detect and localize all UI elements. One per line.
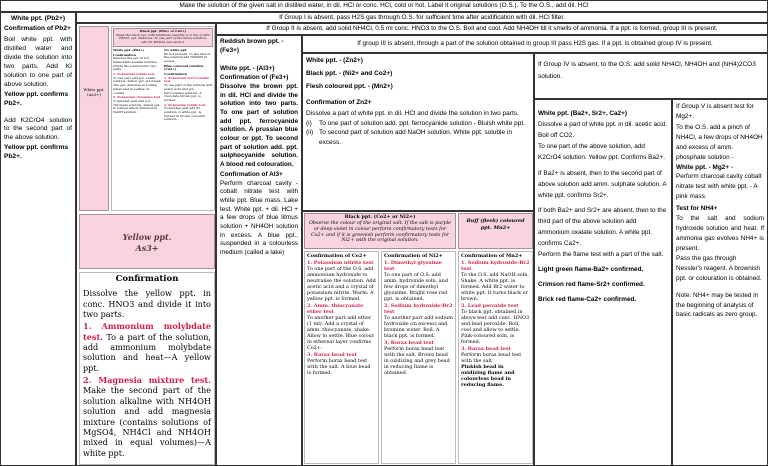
- group1-column: [0, 12, 76, 466]
- group1-yellow-1: Yellow ppt. confirms Pb2+.: [4, 90, 69, 107]
- group5-column: [534, 99, 672, 466]
- group4-confirmation-zn: Confirmation of Zn2+: [306, 98, 372, 106]
- group5-white-ppt: White ppt. (Ba2+, Sr2+, Ca2+): [538, 110, 627, 117]
- group1-confirmation-label: Confirmation of Pb2+: [4, 24, 71, 32]
- group5-flame-ca: Brick red flame-Ca2+ confirmed.: [538, 296, 637, 304]
- group4-ni-column: Confirmation of Ni2+ 1. Dimethyl glyoxime test To one part of O.S. add amm. hydroxide soln. and few drops of dimethyl glyoxime. Bright rose red ppt. is obtained. 2. Sodium hydroxide-Br2 test To another part add sodium hydroxide (in excess) and bromine water. Boil. A black ppt. is formed. 3. Borax bead test Perform borax bead test with the salt. Brown bead in oxidizing and grey bead in reducing flame is obtained.: [381, 251, 456, 464]
- group2-instruction-bar: [76, 12, 768, 23]
- group5-flame-sr: Crimson red flame-Sr2+ confirmed.: [538, 281, 645, 289]
- group4-ni-co: Black ppt. - (Ni2+ and Co2+): [306, 70, 393, 78]
- group6-note: Note: NH4+ may be tested in the beginning of analysis of basic radicals as zero group.: [676, 291, 759, 319]
- group2-test-2: 2. Magnesia mixture test. Make the second part of the solution alkaline with NH4OH solution and add magnesia mixture (contains solutions of MgSO4, NH4Cl and NH4OH mixed in equal volumes)—A white ppt.: [83, 375, 211, 458]
- group5-step-4: If both Ba2+ and Sr2+ are absent, then to the third part of the above solution add ammonium oxalate solution. A white ppt. confirms Ca2+.: [538, 207, 667, 248]
- group4-zn-text: Dissolve a part of white ppt. in dil. HCl and divide the solution in two parts.: [306, 109, 519, 117]
- group3-confirmation-fe: Confirmation of (Fe3+): [220, 74, 289, 82]
- group2-mini-left: White ppt. (Pb2+) Confirmation Dissolve the ppt. in hot ammonium acetate solution. Divide the solution into two parts : 1. Potassium iodide test To one part add pot. iodide solution. Yellow ppt. is formed. The ppt. dissolves in boiling water and re-settles on cooling. 2. Potassium chromate test To another part add pot. chromate solution. Yellow ppt. is formed which dissolves in NaOH solution.: [113, 47, 162, 115]
- group4-instruction-bar: [302, 35, 768, 53]
- group6-text-2: To the O.S. add a pinch of NH4Cl, a few drops of NH4OH and excess of amm. phosphate solution -: [676, 123, 763, 161]
- group3-reddish-brown: Reddish brown ppt. - (Fe3+): [220, 38, 284, 54]
- group3-confirmation-al: Confirmation of Al3+: [220, 170, 283, 178]
- group4-co-column: Confirmation of Co2+ 1. Potassium nitrite test To one part of the O.S. add ammonium hydroxide to neutralise the solution. Add acetic acid and a crystal of potassium nitrite. Warm. A yellow ppt. is formed. 2. Amm. thiocyanate ether test To another part add ether (1 ml). Add a crystal of amm. thiocyanate, shake. Allow to settle. Blue colour in ethereal layer confirms Co2+. 3. Borax bead test Perform borax bead test with the salt. A blue bead is formed.: [304, 251, 379, 464]
- top-instruction-text: Make the solution of the given salt in distilled water, in dil. HCl or conc. HCl, cold or hot. Label it original solutions (O.S.). To the O.S., add dil. HCl: [179, 2, 589, 9]
- group5-step-2: To one part of the above solution, add K2CrO4 solution. Yellow ppt. Confirms Ba2+.: [538, 143, 665, 162]
- group4-mn-column: Confirmation of Mn2+ 1. Sodium hydroxide-Br2 test To the O.S. add NaOH soln. Shake. A white ppt. is formed. Add Br2 water to white ppt. It turns black or brown. 2. Lead peroxide test To black ppt. obtained in above test add conc. HNO3 and lead peroxide. Boil, cool and allow to settle. Pink-coloured soln. is formed. 3. Borax bead test Perform borax bead test with the salt. Pinkish bead in oxidizing flame and colourless bead in reducing flame.: [458, 251, 533, 464]
- group6-mg-text: Perform charcoal cavity cobalt nitrate test with white ppt. - A pink mass.: [676, 173, 762, 201]
- group5-step-1: Dissolve a part of white ppt. in dil. acetic acid. Boil off CO2.: [538, 121, 667, 140]
- group4-instruction-text: If group III is absent, through a part of the solution obtained in group III pass H2S gas. If a ppt. is obtained group IV is present.: [357, 40, 713, 47]
- group3-al-text: Perform charcoal cavity - cobalt nitrate test with white ppt. Blue mass. Lake test. White ppt. + dil. HCl + a few drops of blue litmus solution + NH4OH solution in excess. A blue ppt., suspended in a colourless medium (called a lake): [220, 179, 298, 257]
- group1-title: White ppt. (Pb2+): [10, 15, 66, 22]
- group4-zn-item-2: (ii) To second part of solution add NaOH solution. White ppt. soluble in excess.: [306, 129, 512, 146]
- group2-mini-right: No white ppt Pb not present. To the rest of the solution add NH4OH in excess. Blue coloured solution (Cu2+) Confirmation 1. Potassium ferrocyanide test To one part of the solution add acetic acid and pot. ferrocyanide solution. A chocolate brown ppt. is formed. 2. Potassium iodide test To another part add KI solution. A white ppt. is formed in brown coloured solution.: [164, 47, 213, 122]
- group4-lower: [302, 211, 534, 466]
- group3-instruction-bar: [216, 23, 768, 35]
- group5-flame-ba: Light green flame-Ba2+ confirmed.: [538, 266, 644, 274]
- group2-upper: [79, 26, 215, 211]
- group1-yellow-2: Yellow ppt. confirms Pb2+.: [4, 144, 69, 161]
- group3-fe-text: Dissolve the brown ppt. in dil. HCl and divide the solution into two parts. To one part of solution add ppt. ferrocyanide solution. A prussian blue colour or ppt. To second part of solution add. ppt. sulphocyanide solution. A blood red colouration.: [220, 82, 298, 169]
- group3-white-al: White ppt. - (Al3+): [220, 65, 275, 73]
- group2-blackppt-box: Black ppt. (Pb2+ or Cu2+) Wash the black ppt. with minimum quantity (1-2 ml) of 50% HNO3, ppt. dissolves. To one part of the above solution, add dil. H2SO4 and alcohol.: [113, 28, 213, 47]
- group6-text-1: If Group V is absent test for Mg2+.: [676, 103, 754, 120]
- group2-test-1: 1. Ammonium molybdate test. To a part of the solution, add ammonium molybdate solution and heat—A yellow ppt.: [83, 321, 211, 373]
- group6-nh4-text: To the salt and sodium hydroxide solution and heat. If ammonia gas evolves NH4+ is present.: [676, 215, 764, 252]
- group4-upper: [302, 53, 534, 211]
- group4-mn: Flesh coloured ppt. - (Mn2+): [306, 83, 393, 91]
- top-instruction-bar: [0, 0, 768, 12]
- group4-zn: White ppt. - (Zn2+): [306, 57, 363, 64]
- group6-mg: White ppt. - Mg2+ -: [676, 163, 733, 171]
- group4-zn-item-1: (i) To one part of solution add. ppt. ferrocyanide solution - Bluish white ppt.: [306, 120, 525, 128]
- group3-column: [216, 35, 302, 466]
- group6-nessler: Pass the gas through Nessler's reagent. A brownish ppt. or colouration is obtained.: [676, 254, 762, 282]
- group3-instruction-text: If Group II is absent, add solid NH4Cl, 0.5 ml conc. HNO3 to the O.S. Boil and cool. Add NH4OH till it smells of ammonia. If a ppt. is formed, group III is present.: [266, 25, 718, 32]
- group5-step-3: If Ba2+ is absent, then to the second part of above solution add amm. sulphate solution. A white ppt. confirms Sr2+.: [538, 170, 667, 200]
- group5-instruction-text: If Group IV is absent, to the O.S. add solid NH4Cl, NH4OH and (NH4)2CO3 solution.: [538, 61, 756, 81]
- group2-instruction-text: If Group I is absent, pass H2S gas through O.S. for sufficient time after acidification with dil. HCl filter.: [279, 14, 565, 21]
- group2-head-left: White ppt. (As3+): [79, 26, 109, 211]
- group2-confirmation-heading: Confirmation: [115, 274, 179, 284]
- group2-column: [76, 23, 216, 466]
- group4-black-ppt-box: Black ppt. (Co2+ or Ni2+) Observe the colour of the original salt. If the salt is purple or deep violet in colour perform confirmatory tests for Co2+ and if it is greenish perform confirmatory tests for Ni2+ with the original solution.: [304, 213, 456, 249]
- group4-buff-ppt-box: Buff (flesh) coloured ppt. Mn2+: [458, 213, 533, 249]
- group2-head-right: [111, 26, 215, 211]
- group5-instruction-bar: [534, 53, 768, 99]
- group6-column: [672, 99, 768, 466]
- group6-nh4-heading: Test for NH4+: [676, 205, 718, 213]
- group1-body: Boil white ppt. with distilled water and divide the solution into two parts. Add KI solution to one part of above solution.: [4, 35, 72, 88]
- group2-confirmation-text: Dissolve the yellow ppt. in conc. HNO3 and divide it into two parts.: [83, 288, 211, 319]
- group2-confirmation: [79, 272, 215, 465]
- group1-k2cro4: Add K2CrO4 solution to the second part of the above solution.: [4, 116, 72, 142]
- group5-step-5: Perform the flame test with a part of the salt.: [538, 251, 664, 259]
- group2-yellow-ppt-box: Yellow ppt. As3+: [79, 214, 215, 269]
